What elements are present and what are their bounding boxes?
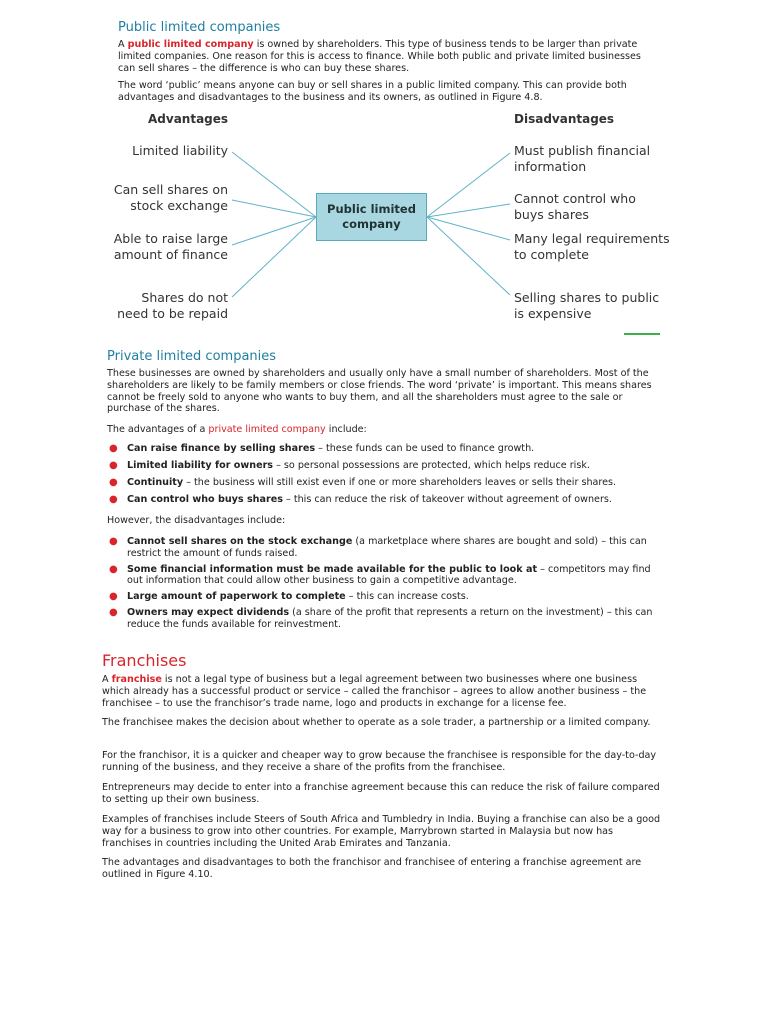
section-heading-public-limited: Public limited companies xyxy=(118,20,281,35)
connector-line xyxy=(232,152,316,217)
bullet-icon: ● xyxy=(109,607,118,619)
item-text: (a share of the profit that represents a return on the investment) – this can reduce the funds available for reinvestment. xyxy=(127,607,653,631)
connector-line xyxy=(427,204,510,217)
center-line-2: company xyxy=(342,217,401,231)
bullet-icon: ● xyxy=(109,477,118,489)
diagram-connectors xyxy=(0,0,768,340)
bullet-icon: ● xyxy=(109,494,118,506)
text: include: xyxy=(325,424,367,435)
advantage-text: Able to raise large xyxy=(113,231,228,246)
section-heading-private-limited: Private limited companies xyxy=(107,349,277,364)
item-bold: Can control who buys shares xyxy=(127,494,283,506)
franchise-paragraph-3: For the franchisor, it is a quicker and cheaper way to grow because the franchisee is responsible for the day-to-day running of the business, and they receive a share of the profits from the franchisee. xyxy=(102,750,657,773)
list-item xyxy=(107,536,667,559)
private-paragraph-1: These businesses are owned by shareholders and usually only have a small number of shareholders. Most of the shareholders are likely to be family members or close friends. The word ‘private’ is important. This means shares cannot be freely sold to anyone who wants to buy them, and all the shareholders must agree to the sale or purchase of the shares. xyxy=(107,368,652,415)
disadvantages-heading: Disadvantages xyxy=(514,112,615,126)
connector-line xyxy=(427,153,510,217)
item-bold: Limited liability for owners xyxy=(127,460,274,472)
list-item xyxy=(107,564,667,587)
key-term: franchise xyxy=(111,674,162,685)
plc-paragraph-2: The word ‘public’ means anyone can buy or sell shares in a public limited company. This can provide both advantages and disadvantages to the business and its owners, as outlined in Figure 4.8. xyxy=(118,80,627,103)
divider xyxy=(624,333,660,335)
private-paragraph-2 xyxy=(107,424,663,436)
item-text: – this can increase costs. xyxy=(345,591,469,603)
advantages-heading: Advantages xyxy=(148,112,229,126)
disadvantage-item xyxy=(514,290,659,322)
franchise-paragraph-1 xyxy=(102,674,662,709)
advantage-text: Limited liability xyxy=(132,143,228,158)
advantage-text: stock exchange xyxy=(130,198,228,213)
text: A xyxy=(118,39,128,50)
private-paragraph-3: However, the disadvantages include: xyxy=(107,515,286,526)
list-item xyxy=(107,494,667,506)
private-advantages-list xyxy=(107,443,667,506)
item-bold: Large amount of paperwork to complete xyxy=(127,591,346,603)
list-item xyxy=(107,591,667,603)
item-text: – the business will still exist even if one or more shareholders leaves or sells their shares. xyxy=(183,477,617,489)
disadvantage-text: Must publish financial xyxy=(514,143,651,158)
disadvantage-text: information xyxy=(514,159,587,174)
bullet-icon: ● xyxy=(109,591,118,603)
text: The advantages of a xyxy=(107,424,209,435)
connector-line xyxy=(232,200,316,217)
disadvantage-text: buys shares xyxy=(514,207,589,222)
section-heading-franchises: Franchises xyxy=(102,651,187,670)
franchise-paragraph-4: Entrepreneurs may decide to enter into a franchise agreement because this can reduce the risk of failure compared to setting up their own business. xyxy=(102,782,660,805)
advantage-item xyxy=(114,182,228,214)
item-text: – these funds can be used to finance growth. xyxy=(315,443,535,454)
franchise-paragraph-2: The franchisee makes the decision about whether to operate as a sole trader, a partnership or a limited company. xyxy=(102,717,651,728)
bullet-icon: ● xyxy=(109,536,118,547)
connector-line xyxy=(232,217,316,245)
list-item xyxy=(107,460,667,472)
advantage-text: Can sell shares on xyxy=(113,182,228,197)
item-text: – so personal possessions are protected, which helps reduce risk. xyxy=(273,460,590,472)
connector-line xyxy=(232,217,316,297)
item-text: (a marketplace where shares are bought and sold) – this can restrict the amount of funds raised. xyxy=(127,536,647,559)
center-line-1: Public limited xyxy=(327,202,416,216)
item-text: – competitors may find out information that could allow other business to gain a competitive advantage. xyxy=(127,563,651,587)
disadvantage-item xyxy=(514,191,636,223)
disadvantage-text: Selling shares to public xyxy=(514,290,660,305)
item-bold: Cannot sell shares on the stock exchange xyxy=(127,536,353,547)
text: is not a legal type of business but a legal agreement between two businesses where one business which already has a successful product or service – called the franchisor – agrees to allow another business – the franchisee – to use the franchisor’s trade name, logo and products in exchange for a license fee. xyxy=(102,674,647,709)
franchise-paragraph-5: Examples of franchises include Steers of South Africa and Tumbledry in India. Buying a franchise can also be a good way for a business to grow into other countries. For example, Marrybrown started in Malaysia but now has franchises in countries including the United Arab Emirates and Tanzania. xyxy=(102,814,661,849)
item-bold: Owners may expect dividends xyxy=(127,607,290,619)
advantage-text: Shares do not xyxy=(141,290,228,305)
item-bold: Can raise finance by selling shares xyxy=(127,443,316,454)
list-item xyxy=(107,443,667,455)
item-text: – this can reduce the risk of takeover without agreement of owners. xyxy=(282,494,612,506)
text: is owned by shareholders. This type of business tends to be larger than private limited companies. One reason for this is access to finance. While both public and private limited businesses can sell shares – the difference is who can buy these shares. xyxy=(118,39,641,74)
advantage-text: need to be repaid xyxy=(117,306,228,321)
bullet-icon: ● xyxy=(109,563,118,575)
advantage-item xyxy=(132,143,228,159)
disadvantage-text: is expensive xyxy=(514,306,592,321)
text: A xyxy=(102,674,112,685)
bullet-icon: ● xyxy=(109,460,118,472)
list-item xyxy=(107,477,667,489)
advantage-text: amount of finance xyxy=(113,247,228,262)
key-term: private limited company xyxy=(208,424,326,435)
private-disadvantages-list xyxy=(107,536,667,631)
item-bold: Some financial information must be made available for the public to look at xyxy=(127,563,538,575)
bullet-icon: ● xyxy=(109,443,118,454)
list-item xyxy=(107,607,667,630)
disadvantage-text: to complete xyxy=(514,247,589,262)
disadvantage-item xyxy=(514,143,650,175)
key-term: public limited company xyxy=(127,39,254,50)
franchise-paragraph-6: The advantages and disadvantages to both the franchisor and franchisee of entering a franchise agreement are outlined in Figure 4.10. xyxy=(102,857,642,880)
disadvantage-text: Cannot control who xyxy=(514,191,636,206)
center-box xyxy=(316,193,427,241)
disadvantage-item xyxy=(514,231,670,263)
advantage-item xyxy=(117,290,228,322)
disadvantage-text: Many legal requirements xyxy=(514,231,670,246)
advantage-item xyxy=(114,231,228,263)
item-bold: Continuity xyxy=(127,477,184,489)
